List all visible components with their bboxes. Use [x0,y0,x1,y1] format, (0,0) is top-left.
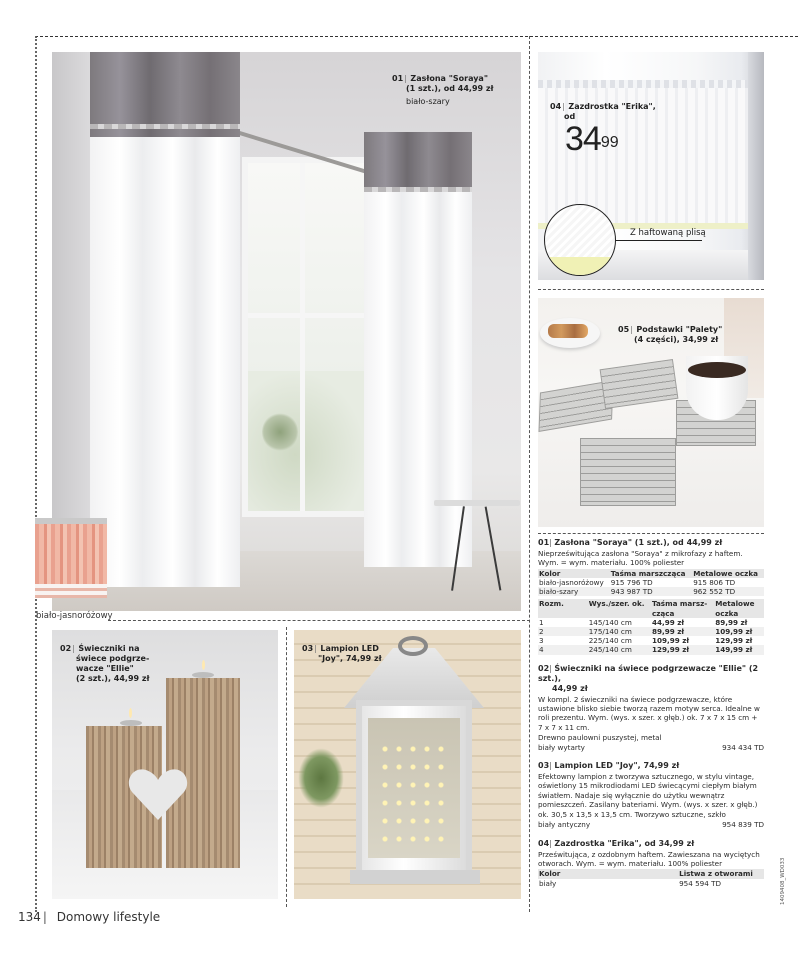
text-divider [538,533,764,534]
product-01-size-table: Rozm. Wys./szer. ok. Taśma marsz-cząca Metalowe oczka 1 145/140 cm 44,99 zł 89,99 zł 2 175/140 cm 89,99 zł 109,99 zł 3 225/140 cm 109,99 zł 129,99 zł 4 245/140 cm 129,99 zł 149,99 zł [538,599,764,654]
page-footer: 134 | Domowy lifestyle [18,910,161,924]
erika-divider [538,289,764,290]
row-divider [108,620,530,621]
product-04-title: 04| Zazdrostka "Erika", od 34,99 zł [538,838,695,848]
table-row: 3 225/140 cm 109,99 zł 129,99 zł [539,636,753,646]
joy-photo-label: 03| Lampion LED "Joy", 74,99 zł [302,644,382,663]
product-01-color-table: Kolor Taśma marszcząca Metalowe oczka biało-jasnoróżowy 915 796 TD 915 806 TD biało-szary 943 987 TD 962 552 TD [538,569,764,597]
product-01-desc: Nieprześwitująca zasłona "Soraya" z mikrofazy z haftem. Wym. = wym. materiału. 100% poliester [538,549,743,568]
table-row: biały 954 594 TD [539,878,722,888]
product-01-title: 01| Zasłona "Soraya" (1 szt.), od 44,99 zł [538,538,723,547]
product-02-desc: W kompl. 2 świeczniki na świece podgrzewacze, które ustawione blisko siebie tworzą razem motyw serca. Idealne w roli prezentu. Wym. (wys. x szer. x głęb.) ok. 7 x 7 x 15 cm + 7 x 7 x 11 cm. [538,694,760,732]
catalog-code: 1409408_WD033 [780,857,786,905]
callout-line [616,240,702,241]
heart-cutout [126,762,190,826]
joy-lantern-photo [294,630,521,899]
plant [298,748,344,808]
ellie-photo-label: 02| Świeczniki na świece podgrze- wacze "Ellie" (2 szt.), 44,99 zł [60,644,150,683]
swatch-caption: biało-jasnoróżowy [36,611,113,621]
color-swatch-pink [35,518,107,598]
product-03-block [538,761,764,829]
erika-price: $34^{99}$ [565,120,619,158]
curtain-left [90,52,240,587]
table-row: 2 175/140 cm 89,99 zł 109,99 zł [538,627,764,636]
soraya-curtain-photo [52,52,521,611]
erika-photo-label: 04| Zazdrostka "Erika", od [550,102,656,121]
lantern-ring [398,636,428,656]
product-04-block [538,839,764,888]
product-02-block [538,664,764,752]
soraya-photo-label: 01| Zasłona "Soraya" (1 szt.), od 44,99 zł biało-szary [392,74,494,106]
side-table [434,500,520,506]
product-descriptions [538,538,764,888]
table-row: biało-szary 943 987 TD 962 552 TD [538,587,764,596]
section-title: Domowy lifestyle [56,910,161,924]
pallet-coaster [600,359,679,409]
window [242,157,372,517]
product-02-title: 02| Świeczniki na świece podgrzewacze "Ellie" (2 szt.), 44,99 zł [538,663,759,693]
product-01-block [538,538,764,655]
palety-photo-label: 05| Podstawki "Palety" (4 części), 34,99 zł [618,325,723,344]
pallet-coaster [580,438,676,506]
palety-coasters-photo [538,298,764,527]
product-04-table: Kolor Listwa z otworami biały 954 594 TD [538,869,764,887]
column-divider [529,36,530,912]
product-02-material: Drewno paulowni puszystej, metal [538,733,662,743]
erika-callout: Z haftowaną plisą [630,228,706,238]
led-lights [378,740,448,850]
plant [262,412,298,452]
product-03-desc: Efektowny lampion z tworzywa sztucznego, w stylu vintage, oświetlony 15 mikrodiodami LED świecącymi ciepłym białym światłem. Nadaje się wyłącznie do użytku wewnątrz pomieszczeń. Zasilany bateriami. Wym. (wys. x szer. x głęb.) ok. 30,5 x 13,5 x 13,5 cm. Tworzywo sztuczne, szkło [538,772,758,819]
table-row: 4 245/140 cm 129,99 zł 149,99 zł [538,645,764,654]
product-03-variant-row: biały antyczny 954 839 TD [538,820,764,830]
detail-magnifier [544,204,616,276]
product-03-title: 03| Lampion LED "Joy", 74,99 zł [538,761,680,771]
table-row: 1 145/140 cm 44,99 zł 89,99 zł [539,617,748,627]
table-row: biało-jasnoróżowy 915 796 TD 915 806 TD [539,578,736,588]
photo-divider [286,627,287,907]
page-number: 134 [18,910,41,924]
product-02-variant-row: biały wytarty 934 434 TD [538,742,764,752]
product-04-desc: Prześwitująca, z ozdobnym haftem. Zawieszana na wyciętych otworach. Wym. = wym. materiału. 100% poliester [538,849,760,868]
ellie-candle-holders-photo [52,630,278,899]
erika-curtain-photo [538,52,764,280]
